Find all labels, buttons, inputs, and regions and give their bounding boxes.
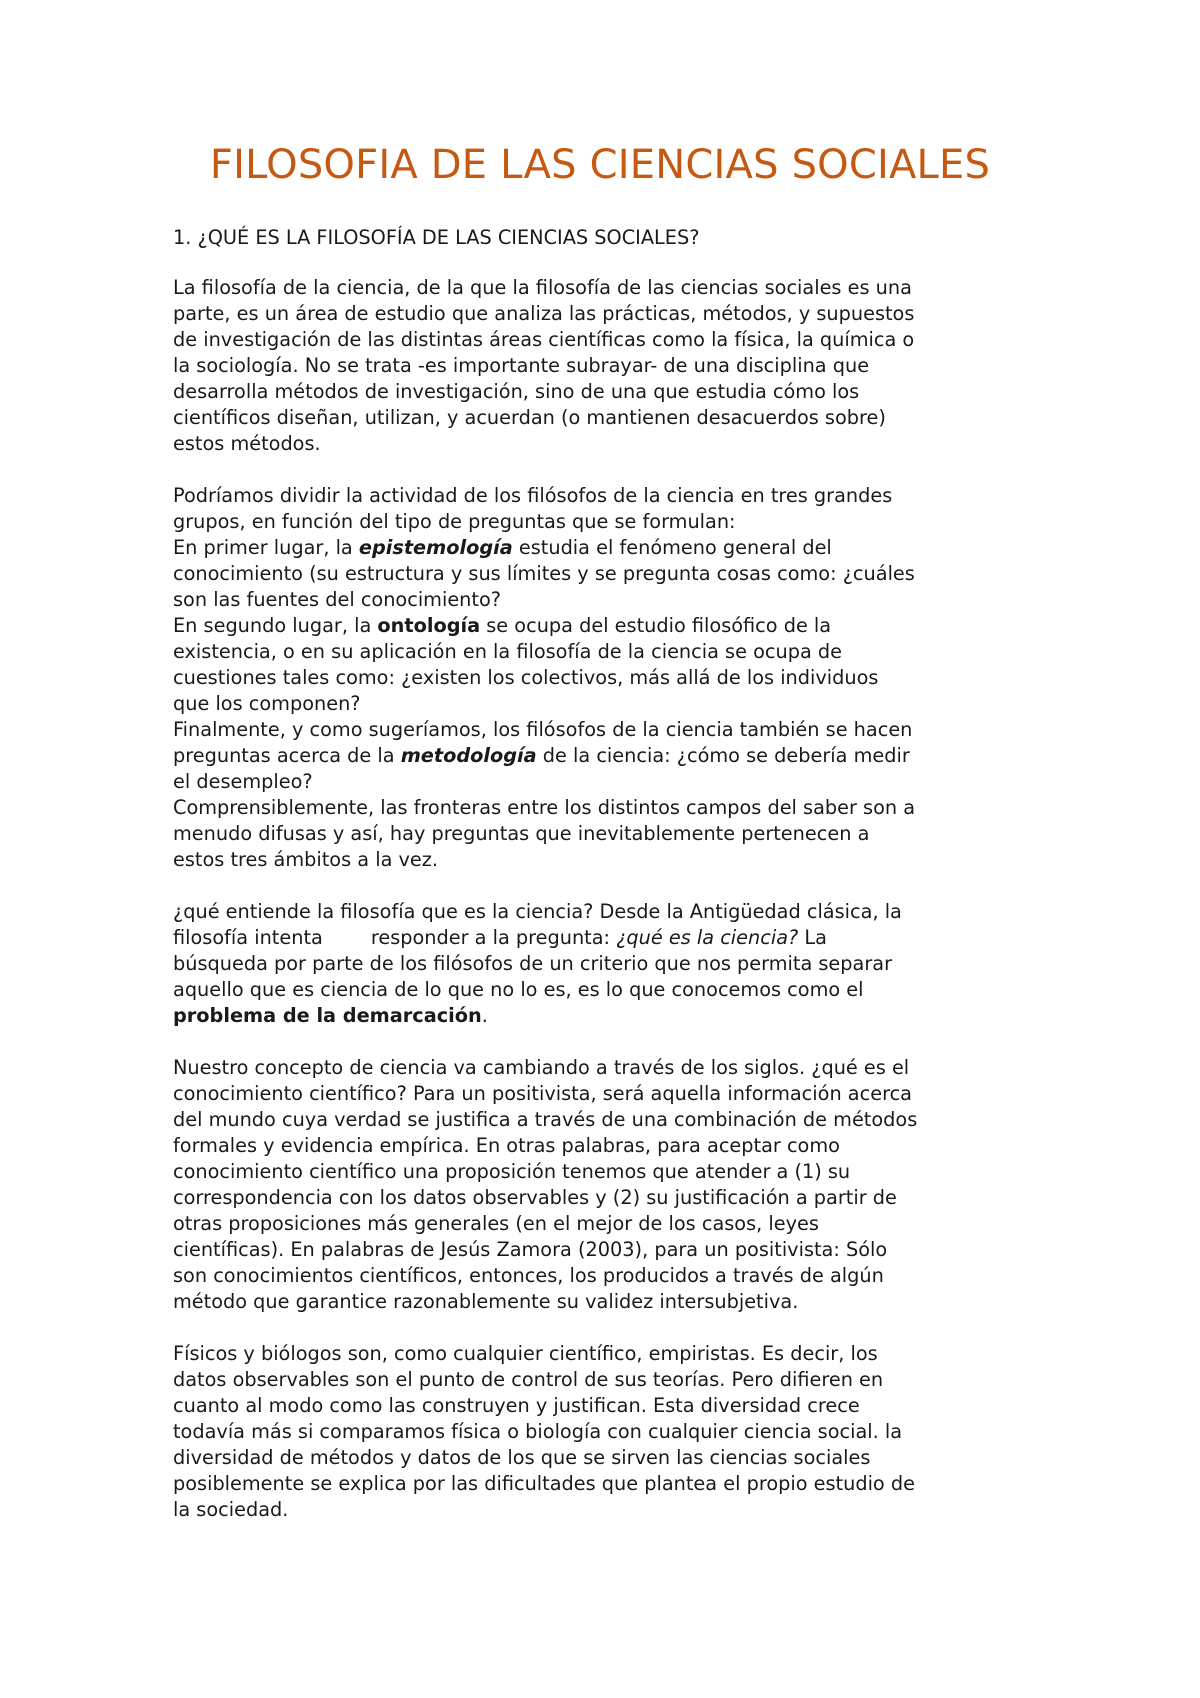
- text-line: otras proposiciones más generales (en el mejor de los casos, leyes: [173, 1212, 819, 1235]
- text-line: conocimiento científico? Para un positivista, será aquella información acerca: [173, 1082, 912, 1105]
- text-line: estos tres ámbitos a la vez.: [173, 848, 439, 871]
- text-line: la sociedad.: [173, 1498, 289, 1521]
- question-italic: ¿qué es la ciencia?: [616, 926, 799, 949]
- text-run: filosofía intenta: [173, 926, 323, 949]
- text-run: En primer lugar, la: [173, 536, 359, 559]
- text-run: preguntas acerca de la: [173, 744, 401, 767]
- text-run: de la ciencia: ¿cómo se debería medir: [536, 744, 910, 767]
- text-line: científicos diseñan, utilizan, y acuerdan (o mantienen desacuerdos sobre): [173, 406, 886, 429]
- text-line: existencia, o en su aplicación en la filosofía de la ciencia se ocupa de: [173, 640, 842, 663]
- text-line: son las fuentes del conocimiento?: [173, 588, 501, 611]
- text-line: conocimiento científico una proposición tenemos que atender a (1) su: [173, 1160, 851, 1183]
- text-line: La filosofía de la ciencia, de la que la filosofía de las ciencias sociales es una: [173, 276, 912, 299]
- text-line: datos observables son el punto de control de sus teorías. Pero difieren en: [173, 1368, 884, 1391]
- term-demarcacion: problema de la demarcación: [173, 1004, 482, 1027]
- term-epistemologia: epistemología: [358, 536, 513, 559]
- text-line: del mundo cuya verdad se justifica a través de una combinación de métodos: [173, 1108, 918, 1131]
- paragraph-empiricism: [173, 1341, 1053, 1523]
- text-run: En segundo lugar, la: [173, 614, 378, 637]
- paragraph-demarcation: [173, 899, 1053, 1029]
- text-run: .: [481, 1004, 488, 1027]
- text-line: [173, 1003, 1053, 1029]
- text-line: grupos, en función del tipo de preguntas que se formulan:: [173, 510, 736, 533]
- text-line: ¿qué entiende la filosofía que es la ciencia? Desde la Antigüedad clásica, la: [173, 900, 902, 923]
- text-line: correspondencia con los datos observables y (2) su justificación a partir de: [173, 1186, 897, 1209]
- text-line: Comprensiblemente, las fronteras entre los distintos campos del saber son a: [173, 796, 916, 819]
- text-run: se ocupa del estudio filosófico de la: [480, 614, 832, 637]
- text-line: cuanto al modo como las construyen y justifican. Esta diversidad crece: [173, 1394, 860, 1417]
- text-line: Nuestro concepto de ciencia va cambiando a través de los siglos. ¿qué es el: [173, 1056, 910, 1079]
- text-line: búsqueda por parte de los filósofos de un criterio que nos permita separar: [173, 952, 893, 975]
- document-title: FILOSOFIA DE LAS CIENCIAS SOCIALES: [209, 142, 991, 188]
- text-line: Finalmente, y como sugeríamos, los filósofos de la ciencia también se hacen: [173, 718, 913, 741]
- text-line: [173, 613, 1053, 639]
- text-line: científicas). En palabras de Jesús Zamora (2003), para un positivista: Sólo: [173, 1238, 888, 1261]
- text-line: parte, es un área de estudio que analiza las prácticas, métodos, y supuestos: [173, 302, 915, 325]
- text-line: método que garantice razonablemente su validez intersubjetiva.: [173, 1290, 799, 1313]
- text-line: [173, 743, 1053, 769]
- text-line: [173, 535, 1053, 561]
- term-ontologia: ontología: [377, 614, 481, 637]
- text-run: estudia el fenómeno general del: [512, 536, 832, 559]
- term-metodologia: metodología: [400, 744, 537, 767]
- document-body: [173, 225, 1053, 1549]
- text-line: el desempleo?: [173, 770, 313, 793]
- text-line: Físicos y biólogos son, como cualquier científico, empiristas. Es decir, los: [173, 1342, 878, 1365]
- text-line: formales y evidencia empírica. En otras palabras, para aceptar como: [173, 1134, 840, 1157]
- section-heading: 1. ¿QUÉ ES LA FILOSOFÍA DE LAS CIENCIAS SOCIALES?: [173, 226, 700, 249]
- text-line: que los componen?: [173, 692, 361, 715]
- text-run: La: [798, 926, 827, 949]
- paragraph-positivism: [173, 1055, 1053, 1315]
- text-line: aquello que es ciencia de lo que no lo es, es lo que conocemos como el: [173, 978, 864, 1001]
- text-line: diversidad de métodos y datos de los que se sirven las ciencias sociales: [173, 1446, 871, 1469]
- text-line: de investigación de las distintas áreas científicas como la física, la química o: [173, 328, 915, 351]
- text-line: conocimiento (su estructura y sus límites y se pregunta cosas como: ¿cuáles: [173, 562, 915, 585]
- text-line: desarrolla métodos de investigación, sino de una que estudia cómo los: [173, 380, 860, 403]
- text-line: la sociología. No se trata -es importante subrayar- de una disciplina que: [173, 354, 870, 377]
- text-line: [173, 925, 1053, 951]
- text-line: cuestiones tales como: ¿existen los colectivos, más allá de los individuos: [173, 666, 879, 689]
- text-line: todavía más si comparamos física o biología con cualquier ciencia social. la: [173, 1420, 903, 1443]
- paragraph-groups: [173, 483, 1053, 873]
- text-line: son conocimientos científicos, entonces, los producidos a través de algún: [173, 1264, 884, 1287]
- text-line: posiblemente se explica por las dificultades que plantea el propio estudio de: [173, 1472, 915, 1495]
- paragraph-definition: [173, 275, 1053, 457]
- text-line: menudo difusas y así, hay preguntas que inevitablemente pertenecen a: [173, 822, 870, 845]
- text-line: estos métodos.: [173, 432, 321, 455]
- text-line: Podríamos dividir la actividad de los filósofos de la ciencia en tres grandes: [173, 484, 893, 507]
- text-run: responder a la pregunta:: [370, 926, 617, 949]
